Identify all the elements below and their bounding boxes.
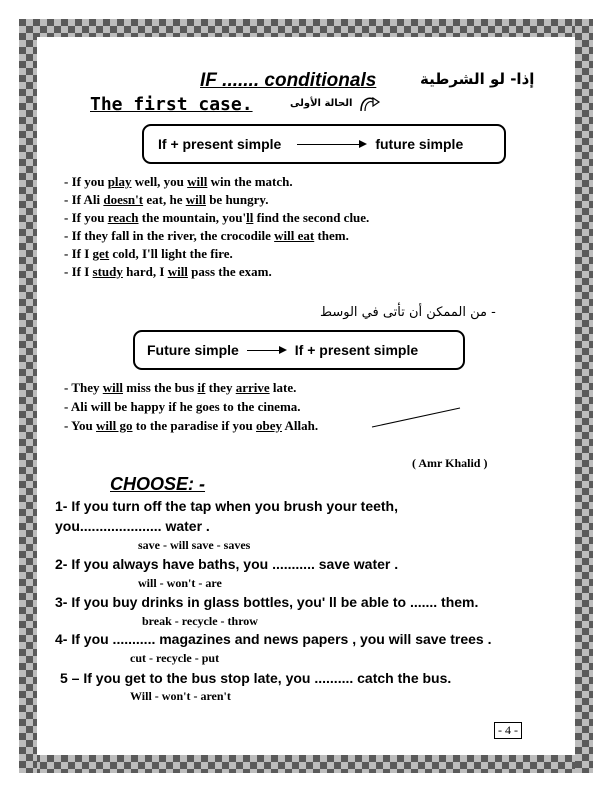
page-border-left (19, 19, 37, 773)
question-3-line: 3- If you buy drinks in glass bottles, you' ll be able to ....... them. (55, 594, 479, 610)
example-line: - If they fall in the river, the crocodile will eat them. (64, 228, 349, 243)
question-1-line1: 1- If you turn off the tap when you brush your teeth, (55, 498, 398, 514)
page-border-bottom (19, 755, 593, 773)
formula-right: If + present simple (294, 342, 419, 358)
page-title-arabic: إذا- لو الشرطية (420, 70, 535, 88)
curved-arrow-icon (358, 93, 382, 113)
example-line: - If I study hard, I will pass the exam. (64, 264, 272, 279)
page-border-top (19, 19, 593, 37)
page-number: - 4 - (494, 722, 522, 739)
formula-right: future simple (375, 136, 464, 152)
formula-box-reversed (133, 330, 465, 370)
question-2-line: 2- If you always have baths, you ........... save water . (55, 556, 399, 572)
question-5-line: 5 – If you get to the bus stop late, you .......... catch the bus. (60, 670, 452, 686)
question-3-options: break - recycle - throw (142, 614, 258, 628)
right-arrow-icon (247, 350, 285, 351)
page-title: IF ....... conditionals (200, 70, 377, 91)
example-line: - You will go to the paradise if you obey Allah. (64, 418, 319, 433)
pointer-line-icon (370, 406, 462, 430)
formula-left: Future simple (147, 342, 239, 358)
question-1-line2: you..................... water . (55, 518, 210, 534)
first-case-heading: The first case. (90, 94, 253, 115)
choose-heading: CHOOSE: - (110, 474, 206, 494)
example-line: - They will miss the bus if they arrive late. (64, 380, 297, 395)
question-1-options: save - will save - saves (138, 538, 251, 552)
question-4-options: cut - recycle - put (130, 651, 220, 665)
middle-position-note: - من الممكن أن تأتى في الوسط (320, 305, 496, 320)
question-2-options: will - won't - are (138, 576, 222, 590)
example-line: - If you reach the mountain, you'll find the second clue. (64, 210, 370, 225)
question-4-line: 4- If you ........... magazines and news papers , you will save trees . (55, 631, 492, 647)
first-case-heading-arabic: الحالة الأولى (290, 98, 353, 109)
source-attribution: ( Amr Khalid ) (412, 456, 488, 470)
question-5-options: Will - won't - aren't (130, 689, 231, 703)
example-line: - If I get cold, I'll light the fire. (64, 246, 233, 261)
right-arrow-icon (297, 144, 365, 145)
example-line: - If Ali doesn't eat, he will be hungry. (64, 192, 269, 207)
formula-box-first-case (142, 124, 506, 164)
formula-left: If + present simple (158, 136, 282, 152)
page-border-right (575, 19, 593, 773)
example-line: - Ali will be happy if he goes to the cinema. (64, 399, 301, 414)
example-line: - If you play well, you will win the match. (64, 174, 293, 189)
